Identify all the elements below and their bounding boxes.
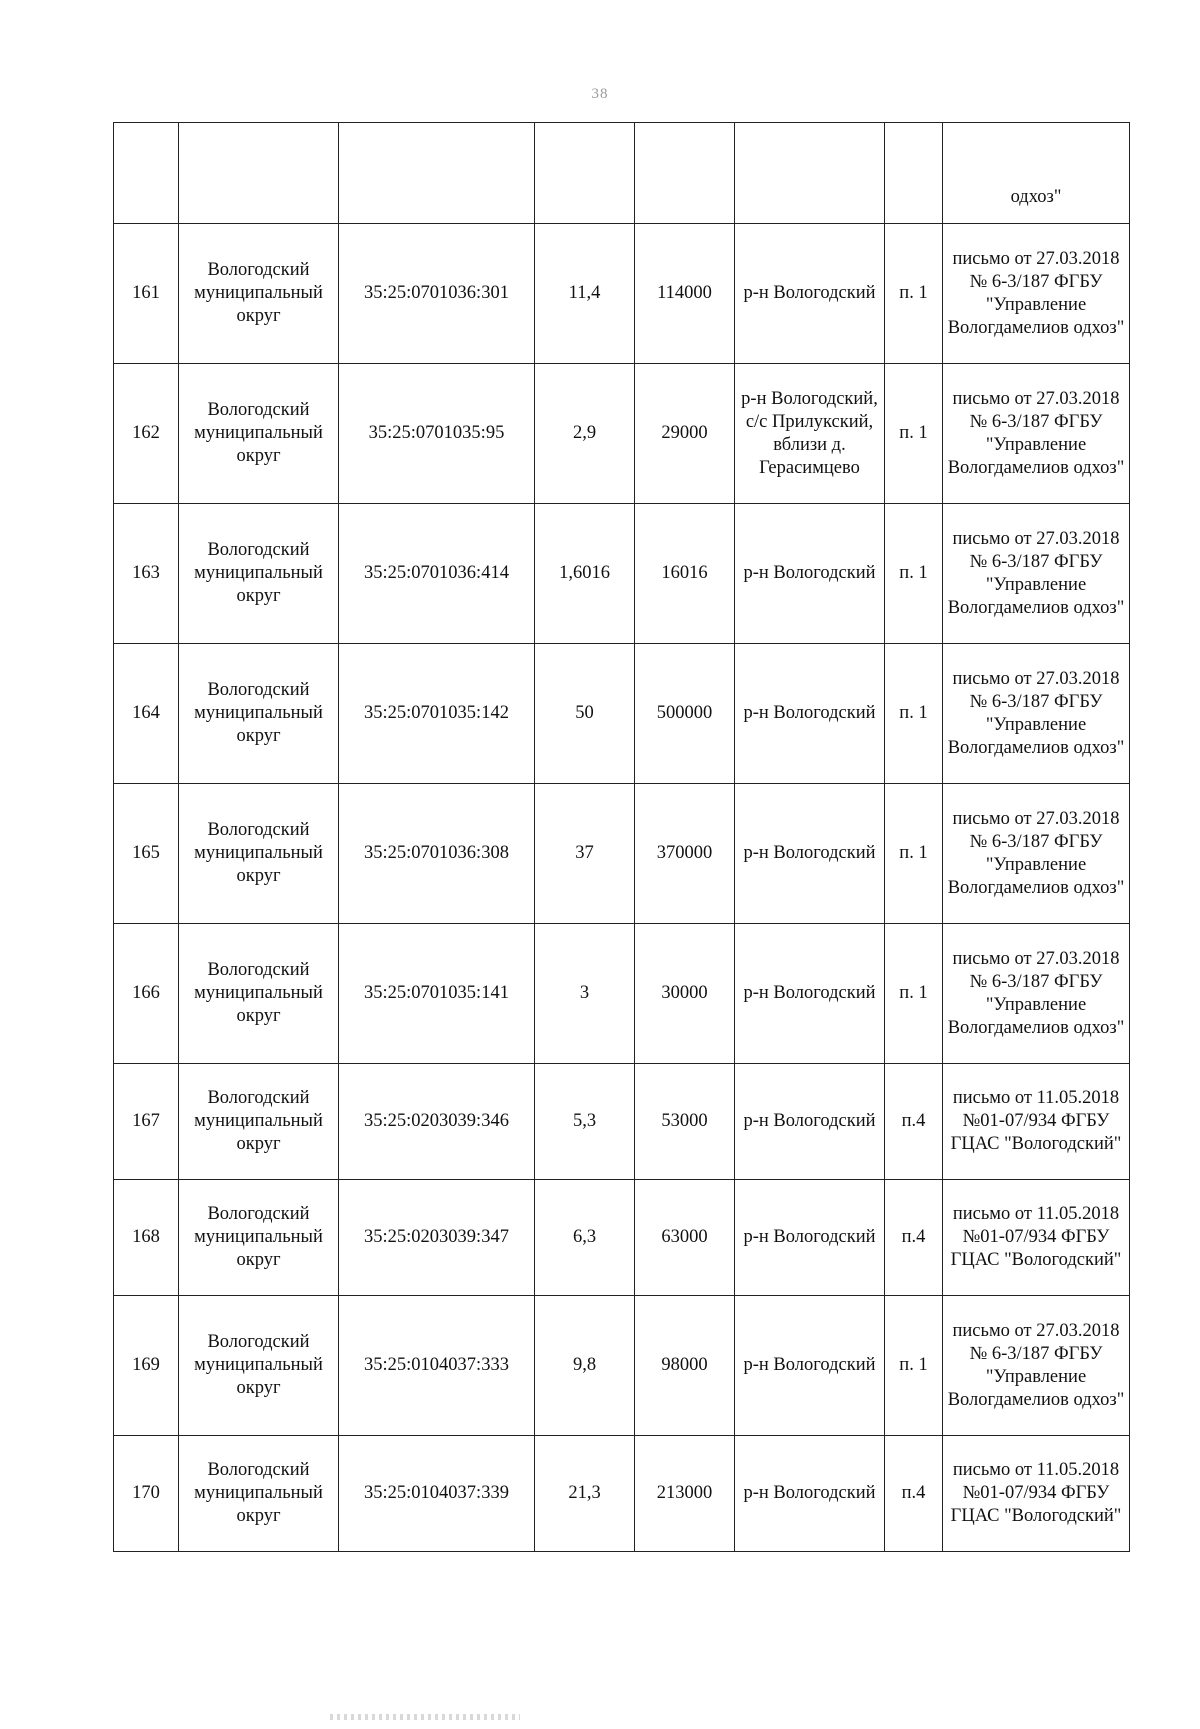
- row-number: 163: [114, 504, 179, 644]
- clause-cell: п. 1: [885, 784, 943, 924]
- location-cell: р-н Вологодский: [735, 644, 885, 784]
- document-cell: письмо от 27.03.2018 № 6-3/187 ФГБУ "Управление Вологдамелиов одхоз": [943, 784, 1130, 924]
- location-cell: р-н Вологодский: [735, 784, 885, 924]
- clause-cell: п. 1: [885, 924, 943, 1064]
- area-cell: 21,3: [535, 1436, 635, 1552]
- clause-cell: п. 1: [885, 504, 943, 644]
- clause-cell: п. 1: [885, 644, 943, 784]
- scan-artifact: [330, 1714, 520, 1720]
- owner-cell: Вологодский муниципальный округ: [179, 364, 339, 504]
- area-cell: 9,8: [535, 1296, 635, 1436]
- cadastral-number-cell: 35:25:0701035:95: [339, 364, 535, 504]
- row-number: 164: [114, 644, 179, 784]
- table-row: [114, 364, 1130, 504]
- area-cell: 37: [535, 784, 635, 924]
- cadastral-number-cell: 35:25:0104037:333: [339, 1296, 535, 1436]
- document-cell: письмо от 27.03.2018 № 6-3/187 ФГБУ "Управление Вологдамелиов одхоз": [943, 224, 1130, 364]
- location-cell: р-н Вологодский, с/с Прилукский, вблизи д. Герасимцево: [735, 364, 885, 504]
- cell-empty: [114, 123, 179, 224]
- row-number: 161: [114, 224, 179, 364]
- area-cell: 1,6016: [535, 504, 635, 644]
- owner-cell: Вологодский муниципальный округ: [179, 784, 339, 924]
- cell-empty: [179, 123, 339, 224]
- location-cell: р-н Вологодский: [735, 224, 885, 364]
- document-cell: письмо от 27.03.2018 № 6-3/187 ФГБУ "Управление Вологдамелиов одхоз": [943, 504, 1130, 644]
- value-cell: 213000: [635, 1436, 735, 1552]
- location-cell: р-н Вологодский: [735, 1064, 885, 1180]
- cadastral-number-cell: 35:25:0701036:414: [339, 504, 535, 644]
- table-row: [114, 1296, 1130, 1436]
- row-number: 166: [114, 924, 179, 1064]
- value-cell: 370000: [635, 784, 735, 924]
- area-cell: 11,4: [535, 224, 635, 364]
- table-row: [114, 224, 1130, 364]
- value-cell: 29000: [635, 364, 735, 504]
- owner-cell: Вологодский муниципальный округ: [179, 924, 339, 1064]
- document-cell: письмо от 27.03.2018 № 6-3/187 ФГБУ "Управление Вологдамелиов одхоз": [943, 644, 1130, 784]
- owner-cell: Вологодский муниципальный округ: [179, 1180, 339, 1296]
- document-cell: письмо от 27.03.2018 № 6-3/187 ФГБУ "Управление Вологдамелиов одхоз": [943, 364, 1130, 504]
- clause-cell: п.4: [885, 1436, 943, 1552]
- owner-cell: Вологодский муниципальный округ: [179, 504, 339, 644]
- cadastral-number-cell: 35:25:0104037:339: [339, 1436, 535, 1552]
- table-row: [114, 784, 1130, 924]
- row-number: 168: [114, 1180, 179, 1296]
- row-number: 170: [114, 1436, 179, 1552]
- continuation-row: [114, 123, 1130, 224]
- cadastral-number-cell: 35:25:0701036:308: [339, 784, 535, 924]
- table-row: [114, 1064, 1130, 1180]
- area-cell: 6,3: [535, 1180, 635, 1296]
- cell-empty: [339, 123, 535, 224]
- area-cell: 5,3: [535, 1064, 635, 1180]
- clause-cell: п. 1: [885, 224, 943, 364]
- cell-empty: [635, 123, 735, 224]
- cadastral-number-cell: 35:25:0701036:301: [339, 224, 535, 364]
- value-cell: 63000: [635, 1180, 735, 1296]
- value-cell: 53000: [635, 1064, 735, 1180]
- document-cell: письмо от 11.05.2018 №01-07/934 ФГБУ ГЦАС "Вологодский": [943, 1436, 1130, 1552]
- continuation-document-cell: одхоз": [943, 123, 1130, 224]
- table-row: [114, 1180, 1130, 1296]
- row-number: 167: [114, 1064, 179, 1180]
- document-cell: письмо от 27.03.2018 № 6-3/187 ФГБУ "Управление Вологдамелиов одхоз": [943, 924, 1130, 1064]
- document-cell: письмо от 27.03.2018 № 6-3/187 ФГБУ "Управление Вологдамелиов одхоз": [943, 1296, 1130, 1436]
- clause-cell: п. 1: [885, 364, 943, 504]
- value-cell: 98000: [635, 1296, 735, 1436]
- land-plots-table: [113, 122, 1130, 1552]
- table-row: [114, 1436, 1130, 1552]
- row-number: 169: [114, 1296, 179, 1436]
- location-cell: р-н Вологодский: [735, 924, 885, 1064]
- location-cell: р-н Вологодский: [735, 1436, 885, 1552]
- clause-cell: п.4: [885, 1180, 943, 1296]
- page-number: 38: [591, 86, 609, 102]
- table-body: [114, 123, 1130, 1552]
- owner-cell: Вологодский муниципальный округ: [179, 1064, 339, 1180]
- owner-cell: Вологодский муниципальный округ: [179, 644, 339, 784]
- location-cell: р-н Вологодский: [735, 1180, 885, 1296]
- cell-empty: [735, 123, 885, 224]
- table-row: [114, 644, 1130, 784]
- clause-cell: п. 1: [885, 1296, 943, 1436]
- cell-empty: [535, 123, 635, 224]
- row-number: 162: [114, 364, 179, 504]
- cadastral-number-cell: 35:25:0203039:346: [339, 1064, 535, 1180]
- cadastral-number-cell: 35:25:0701035:142: [339, 644, 535, 784]
- value-cell: 16016: [635, 504, 735, 644]
- value-cell: 30000: [635, 924, 735, 1064]
- area-cell: 2,9: [535, 364, 635, 504]
- area-cell: 50: [535, 644, 635, 784]
- document-cell: письмо от 11.05.2018 №01-07/934 ФГБУ ГЦАС "Вологодский": [943, 1180, 1130, 1296]
- owner-cell: Вологодский муниципальный округ: [179, 1296, 339, 1436]
- row-number: 165: [114, 784, 179, 924]
- owner-cell: Вологодский муниципальный округ: [179, 1436, 339, 1552]
- location-cell: р-н Вологодский: [735, 504, 885, 644]
- value-cell: 500000: [635, 644, 735, 784]
- table-row: [114, 924, 1130, 1064]
- clause-cell: п.4: [885, 1064, 943, 1180]
- cadastral-number-cell: 35:25:0203039:347: [339, 1180, 535, 1296]
- cadastral-number-cell: 35:25:0701035:141: [339, 924, 535, 1064]
- table-row: [114, 504, 1130, 644]
- document-cell: письмо от 11.05.2018 №01-07/934 ФГБУ ГЦАС "Вологодский": [943, 1064, 1130, 1180]
- owner-cell: Вологодский муниципальный округ: [179, 224, 339, 364]
- area-cell: 3: [535, 924, 635, 1064]
- value-cell: 114000: [635, 224, 735, 364]
- cell-empty: [885, 123, 943, 224]
- location-cell: р-н Вологодский: [735, 1296, 885, 1436]
